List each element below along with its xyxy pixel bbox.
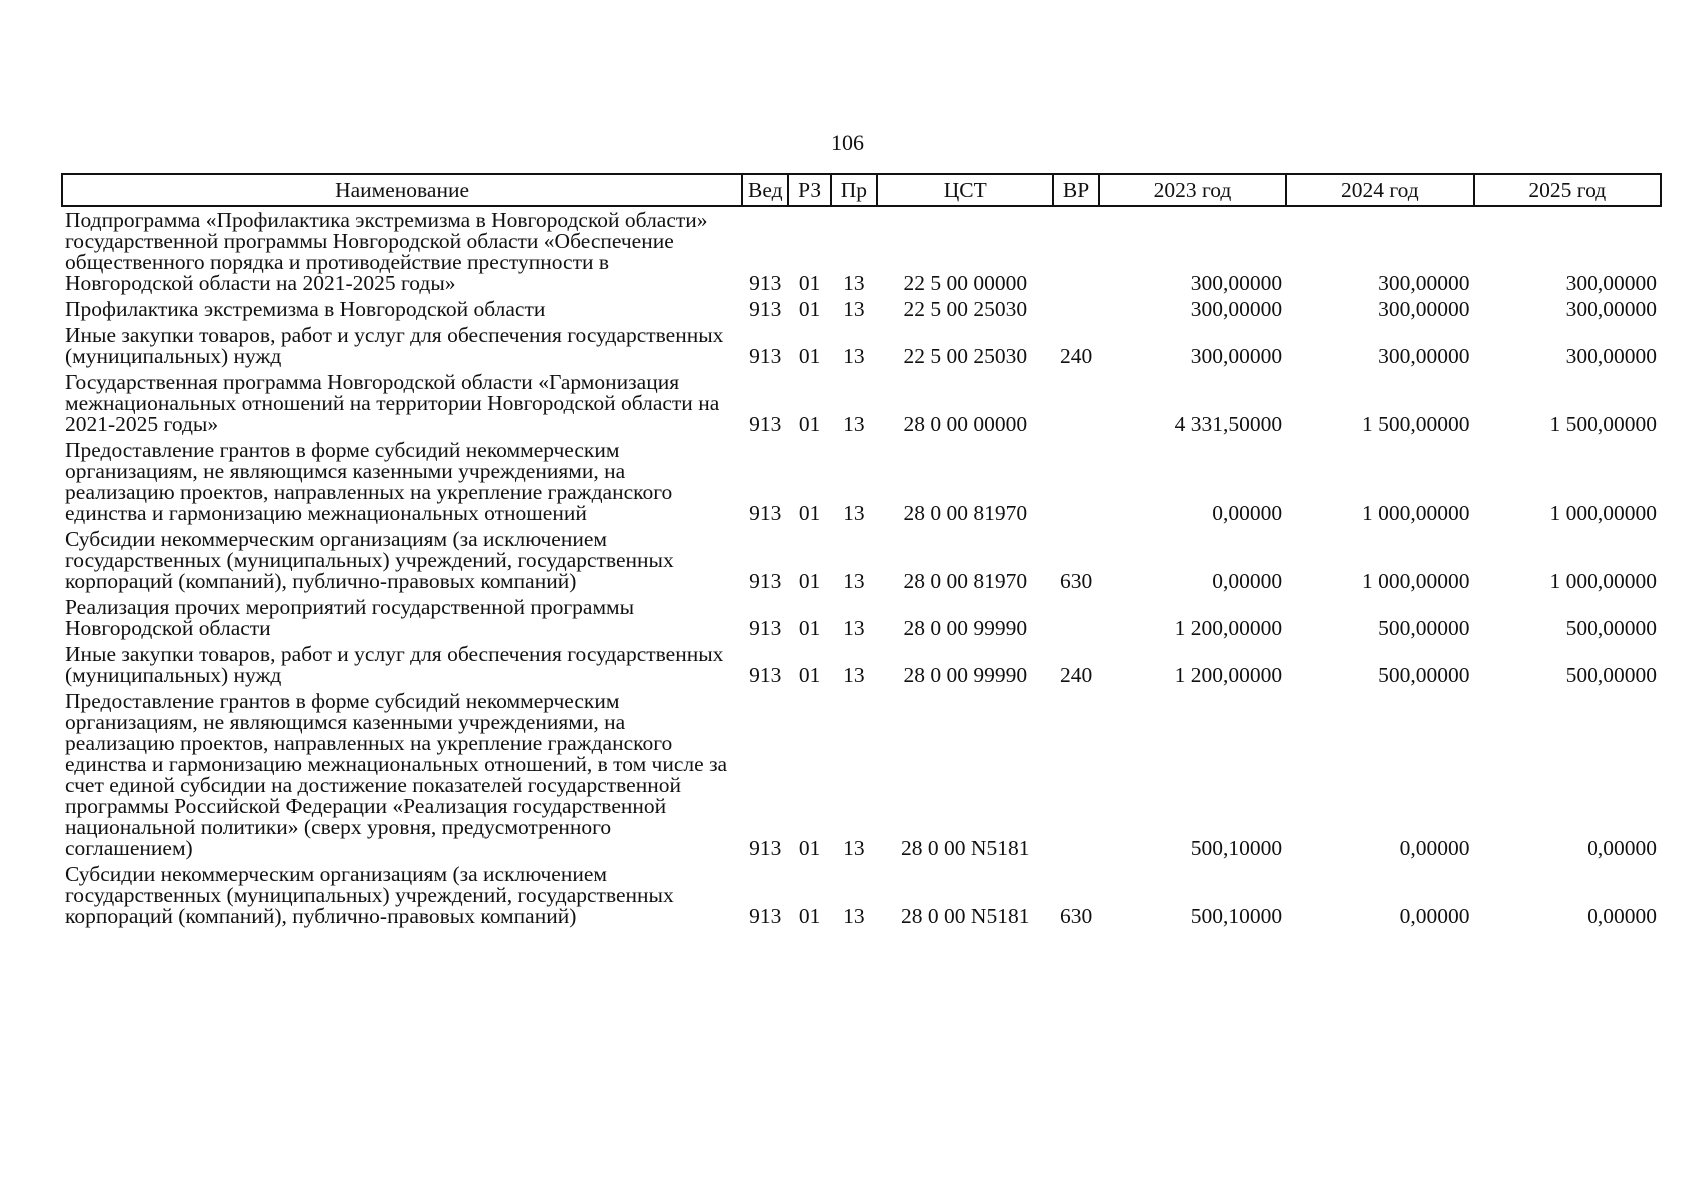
table-body	[62, 206, 1661, 929]
cell-2023: 300,00000	[1190, 271, 1283, 295]
cell-ved: 913	[749, 412, 782, 436]
cell-cst: 28 0 00 N5181	[901, 904, 1030, 928]
table-row	[62, 861, 1661, 929]
header-row	[62, 174, 1661, 206]
cell-2025: 0,00000	[1587, 836, 1657, 860]
header-2024: 2024 год	[1286, 174, 1473, 206]
cell-2024: 500,00000	[1378, 663, 1470, 687]
header-rz: РЗ	[788, 174, 830, 206]
cell-vr	[1053, 296, 1098, 322]
table-header	[62, 174, 1661, 206]
cell-rz: 01	[798, 344, 821, 368]
cell-rz: 01	[798, 616, 821, 640]
cell-cst: 28 0 00 N5181	[901, 836, 1030, 860]
cell-2023: 500,10000	[1190, 904, 1283, 928]
cell-ved: 913	[749, 501, 782, 525]
cell-rz: 01	[798, 412, 821, 436]
cell-2024: 0,00000	[1399, 904, 1470, 928]
table-row	[62, 594, 1661, 641]
cell-2025: 1 000,00000	[1549, 569, 1657, 593]
cell-2024: 1 000,00000	[1362, 569, 1470, 593]
cell-2023: 300,00000	[1190, 344, 1283, 368]
cell-cst: 28 0 00 99990	[903, 663, 1028, 687]
cell-2023: 4 331,50000	[1174, 412, 1283, 436]
cell-ved: 913	[749, 569, 782, 593]
cell-ved: 913	[749, 344, 782, 368]
header-ved: Вед	[742, 174, 788, 206]
cell-cst: 28 0 00 99990	[903, 616, 1028, 640]
cell-vr	[1053, 437, 1098, 526]
cell-2023: 0,00000	[1212, 569, 1283, 593]
cell-name: Иные закупки товаров, работ и услуг для обеспечения государственных (муниципальных) нужд	[65, 323, 724, 368]
cell-2023: 1 200,00000	[1174, 616, 1283, 640]
cell-pr: 13	[843, 271, 865, 295]
header-cst: ЦСТ	[877, 174, 1053, 206]
cell-ved: 913	[749, 663, 782, 687]
cell-rz: 01	[798, 569, 821, 593]
cell-2025: 1 000,00000	[1549, 501, 1657, 525]
cell-vr: 630	[1059, 569, 1093, 593]
cell-ved: 913	[749, 836, 782, 860]
cell-vr	[1053, 369, 1098, 437]
cell-ved: 913	[749, 297, 782, 321]
table-row	[62, 688, 1661, 861]
cell-cst: 28 0 00 00000	[903, 412, 1028, 436]
cell-2024: 1 000,00000	[1362, 501, 1470, 525]
table-row	[62, 526, 1661, 594]
cell-pr: 13	[843, 412, 865, 436]
budget-table	[61, 173, 1662, 929]
cell-2024: 300,00000	[1378, 297, 1470, 321]
cell-ved: 913	[749, 904, 782, 928]
cell-vr	[1053, 206, 1098, 296]
cell-2024: 300,00000	[1378, 271, 1470, 295]
cell-2025: 300,00000	[1565, 344, 1657, 368]
table-row	[62, 296, 1661, 322]
cell-name: Государственная программа Новгородской области «Гармонизация межнациональных отношений на территории Новгородской области на 2021-2025 годы»	[65, 370, 720, 436]
cell-pr: 13	[843, 297, 865, 321]
cell-cst: 22 5 00 25030	[903, 344, 1028, 368]
cell-ved: 913	[749, 271, 782, 295]
table-row	[62, 437, 1661, 526]
cell-cst: 22 5 00 00000	[903, 271, 1028, 295]
cell-2023: 0,00000	[1212, 501, 1283, 525]
page-number: 106	[831, 130, 864, 155]
cell-vr	[1053, 594, 1098, 641]
cell-pr: 13	[843, 836, 865, 860]
cell-2023: 1 200,00000	[1174, 663, 1283, 687]
cell-ved: 913	[749, 616, 782, 640]
table-row	[62, 641, 1661, 688]
cell-2025: 1 500,00000	[1549, 412, 1657, 436]
cell-2024: 1 500,00000	[1362, 412, 1470, 436]
table-row	[62, 369, 1661, 437]
cell-pr: 13	[843, 904, 865, 928]
header-name: Наименование	[62, 174, 742, 206]
cell-vr: 240	[1059, 344, 1093, 368]
cell-vr: 240	[1059, 663, 1093, 687]
cell-pr: 13	[843, 344, 865, 368]
cell-pr: 13	[843, 501, 865, 525]
cell-2025: 300,00000	[1565, 271, 1657, 295]
cell-2024: 500,00000	[1378, 616, 1470, 640]
cell-name: Предоставление грантов в форме субсидий некоммерческим организациям, не являющимся казенными учреждениями, на реализацию проектов, направленных на укрепление гражданского единства и гармонизацию межнациональных отношений	[65, 438, 673, 525]
cell-rz: 01	[798, 501, 821, 525]
cell-cst: 28 0 00 81970	[903, 501, 1028, 525]
cell-pr: 13	[843, 663, 865, 687]
cell-pr: 13	[843, 616, 865, 640]
cell-rz: 01	[798, 836, 821, 860]
cell-name: Субсидии некоммерческим организациям (за исключением государственных (муниципальных) учреждений, государственных корпораций (компаний), публично-правовых компаний)	[65, 527, 674, 593]
cell-2023: 300,00000	[1190, 297, 1283, 321]
cell-name: Субсидии некоммерческим организациям (за исключением государственных (муниципальных) учреждений, государственных корпораций (компаний), публично-правовых компаний)	[65, 862, 674, 928]
cell-vr	[1053, 688, 1098, 861]
cell-2025: 0,00000	[1587, 904, 1657, 928]
cell-name: Реализация прочих мероприятий государственной программы Новгородской области	[65, 595, 635, 640]
cell-rz: 01	[798, 904, 821, 928]
cell-2025: 500,00000	[1565, 616, 1657, 640]
cell-2025: 300,00000	[1565, 297, 1657, 321]
header-vr: ВР	[1053, 174, 1098, 206]
table-row	[62, 322, 1661, 369]
cell-name: Иные закупки товаров, работ и услуг для обеспечения государственных (муниципальных) нужд	[65, 642, 724, 687]
cell-2025: 500,00000	[1565, 663, 1657, 687]
cell-vr: 630	[1059, 904, 1093, 928]
cell-cst: 28 0 00 81970	[903, 569, 1028, 593]
cell-cst: 22 5 00 25030	[903, 297, 1028, 321]
table-row	[62, 206, 1661, 296]
cell-name: Подпрограмма «Профилактика экстремизма в Новгородской области» государственной программы Новгородской области «Обеспечение общественного порядка и противодействие преступности в Новгородской области на 2021-2025 годы»	[65, 208, 708, 295]
header-2025: 2025 год	[1474, 174, 1661, 206]
cell-2024: 0,00000	[1399, 836, 1470, 860]
cell-rz: 01	[798, 271, 821, 295]
cell-pr: 13	[843, 569, 865, 593]
header-pr: Пр	[831, 174, 877, 206]
cell-rz: 01	[798, 663, 821, 687]
header-2023: 2023 год	[1099, 174, 1286, 206]
cell-2023: 500,10000	[1190, 836, 1283, 860]
cell-name: Профилактика экстремизма в Новгородской области	[65, 297, 546, 321]
cell-rz: 01	[798, 297, 821, 321]
cell-2024: 300,00000	[1378, 344, 1470, 368]
cell-name: Предоставление грантов в форме субсидий некоммерческим организациям, не являющимся казенными учреждениями, на реализацию проектов, направленных на укрепление гражданского единства и гармонизацию межнациональных отношений, в том числе за счет единой субсидии на достижение показателей государственной программы Российской Федерации «Реализация государственной национальной политики» (сверх уровня, предусмотренного соглашением)	[65, 689, 728, 860]
